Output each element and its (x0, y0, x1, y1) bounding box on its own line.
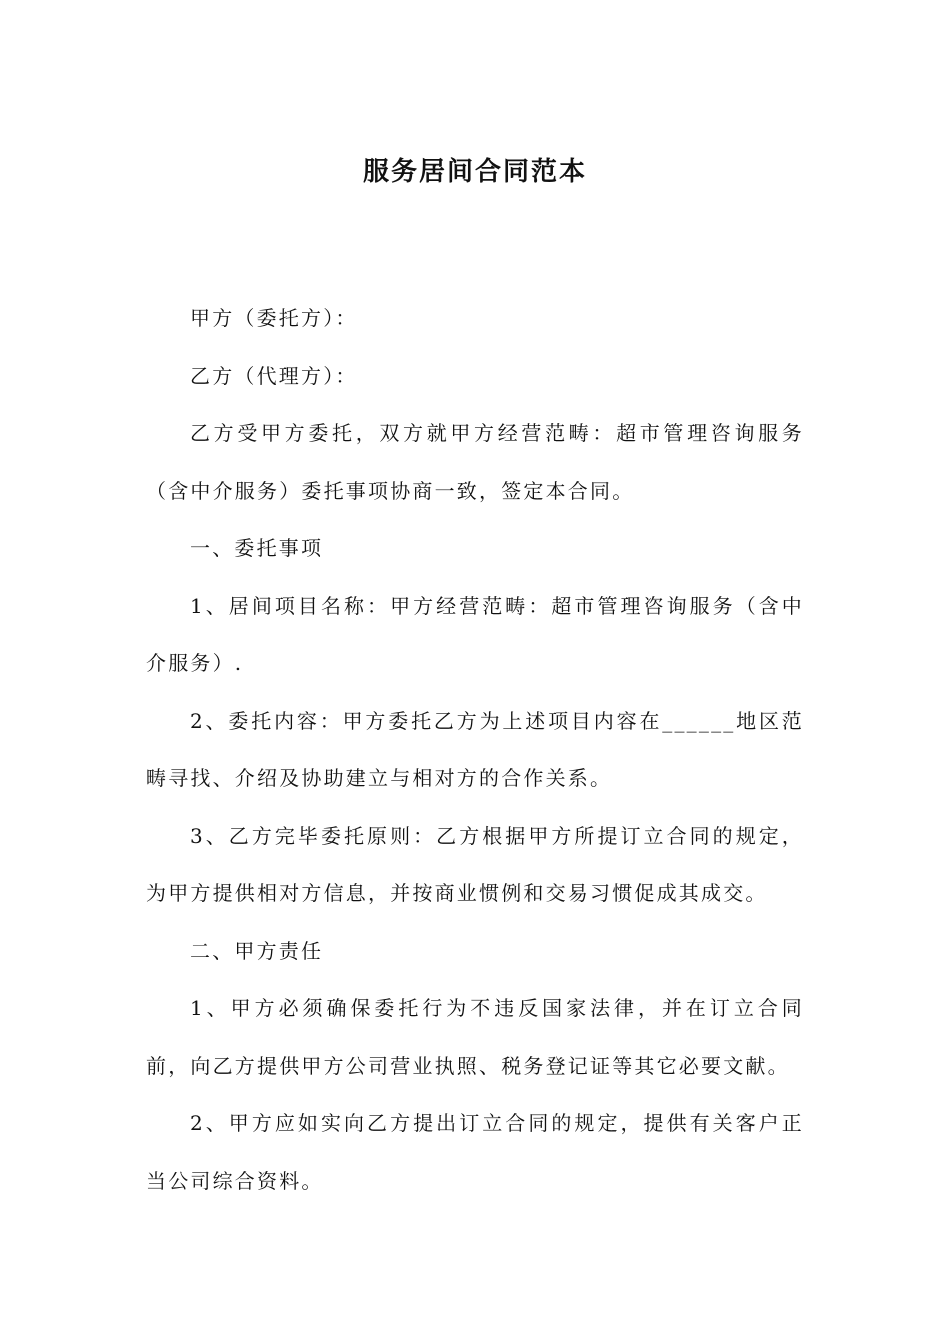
clause-1-3: 3、乙方完毕委托原则：乙方根据甲方所提订立合同的规定，为甲方提供相对方信息，并按商业惯例和交易习惯促成其成交。 (146, 823, 804, 905)
party-b-line: 乙方（代理方）： (190, 363, 358, 388)
clause-1-1: 1、居间项目名称：甲方经营范畴：超市管理咨询服务（含中介服务）. (146, 593, 804, 675)
document-title: 服务居间合同范本 (362, 157, 587, 187)
section-heading-1: 一、委托事项 (190, 536, 324, 560)
party-a-line: 甲方（委托方）： (190, 306, 358, 330)
clause-2-1: 1、甲方必须确保委托行为不违反国家法律，并在订立合同前，向乙方提供甲方公司营业执照、税务登记证等其它必要文献。 (146, 996, 804, 1078)
clause-1-2: 2、委托内容：甲方委托乙方为上述项目内容在______地区范畴寻找、介绍及协助建立与相对方的合作关系。 (146, 708, 804, 790)
section-heading-2: 二、甲方责任 (190, 938, 324, 963)
clause-2-2: 2、甲方应如实向乙方提出订立合同的规定，提供有关客户正当公司综合资料。 (146, 1111, 804, 1193)
document-body (146, 290, 804, 1210)
intro-paragraph: 乙方受甲方委托，双方就甲方经营范畴：超市管理咨询服务（含中介服务）委托事项协商一致，签定本合同。 (146, 421, 804, 503)
